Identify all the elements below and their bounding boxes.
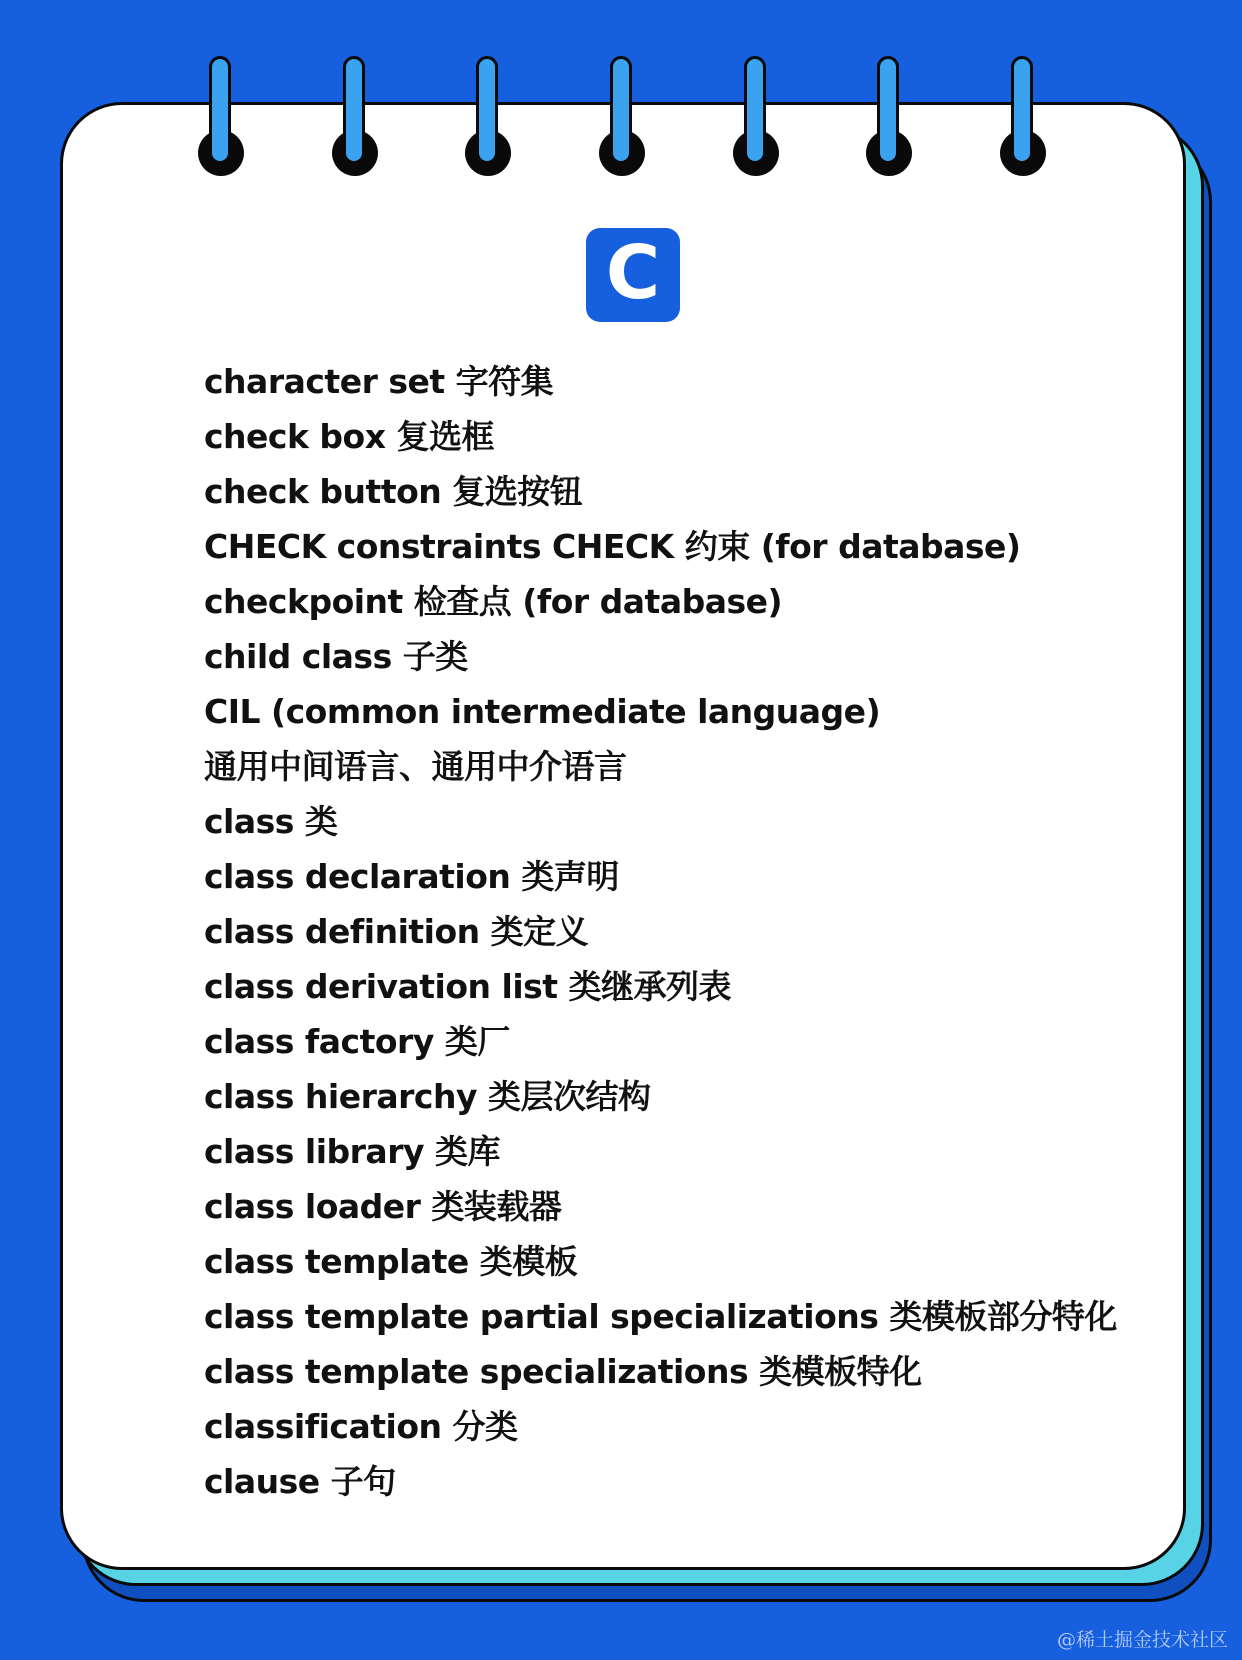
term-item: 通用中间语言、通用中介语言 bbox=[204, 747, 627, 786]
letter-badge bbox=[586, 228, 680, 322]
spiral-ring-icon bbox=[858, 56, 918, 186]
term-item: class template 类模板 bbox=[204, 1242, 578, 1281]
term-item: class factory 类厂 bbox=[204, 1022, 510, 1061]
spiral-ring-icon bbox=[591, 56, 651, 186]
term-item: child class 子类 bbox=[204, 637, 468, 676]
letter-badge-text: C bbox=[605, 230, 661, 316]
term-item: class loader 类装载器 bbox=[204, 1187, 562, 1226]
spiral-ring-icon bbox=[190, 56, 250, 186]
term-item: classification 分类 bbox=[204, 1407, 518, 1446]
term-item: class 类 bbox=[204, 802, 338, 841]
term-list bbox=[204, 354, 1117, 1509]
term-item: class declaration 类声明 bbox=[204, 857, 619, 896]
term-item: CHECK constraints CHECK 约束 (for database) bbox=[204, 527, 1021, 566]
term-item: CIL (common intermediate language) bbox=[204, 692, 881, 731]
term-item: check button 复选按钮 bbox=[204, 472, 583, 511]
term-item: character set 字符集 bbox=[204, 362, 554, 401]
term-item: checkpoint 检查点 (for database) bbox=[204, 582, 783, 621]
term-item: class definition 类定义 bbox=[204, 912, 589, 951]
spiral-ring-icon bbox=[725, 56, 785, 186]
term-item: class library 类库 bbox=[204, 1132, 500, 1171]
term-item: class template partial specializations 类模板部分特化 bbox=[204, 1297, 1117, 1336]
term-item: class template specializations 类模板特化 bbox=[204, 1352, 922, 1391]
spiral-ring-icon bbox=[457, 56, 517, 186]
term-item: clause 子句 bbox=[204, 1462, 396, 1501]
term-item: check box 复选框 bbox=[204, 417, 495, 456]
watermark: @稀土掘金技术社区 bbox=[1056, 1629, 1228, 1651]
spiral-ring-icon bbox=[324, 56, 384, 186]
term-item: class derivation list 类继承列表 bbox=[204, 967, 732, 1006]
spiral-ring-icon bbox=[992, 56, 1052, 186]
term-item: class hierarchy 类层次结构 bbox=[204, 1077, 651, 1116]
